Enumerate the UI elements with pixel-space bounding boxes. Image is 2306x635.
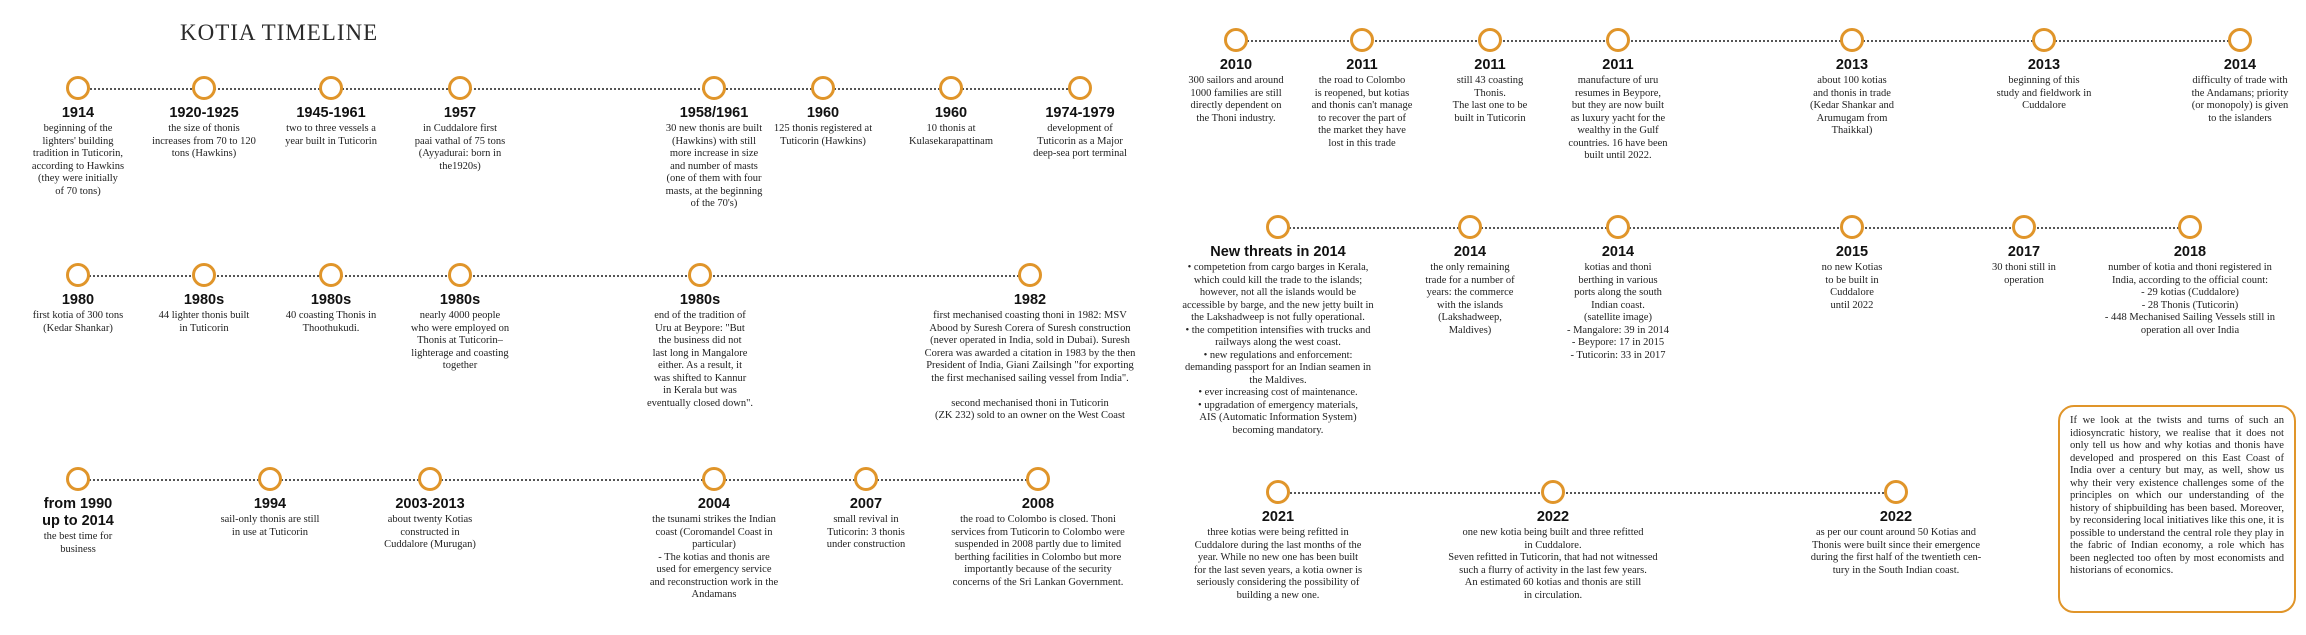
event-year: 1958/1961 [679, 105, 749, 121]
event-year: 2021 [1261, 509, 1295, 525]
event-description: no new Kotias to be built in Cuddalore until 2022 [1821, 262, 1883, 311]
timeline-event [2175, 57, 2305, 125]
event-year: 2013 [2027, 57, 2061, 73]
timeline-event [18, 105, 138, 198]
event-description: 30 thoni still in operation [1992, 262, 2056, 286]
timeline-event [261, 105, 401, 148]
event-year: 1960 [806, 105, 840, 121]
timeline-event [625, 292, 775, 410]
timeline-marker [1840, 215, 1864, 239]
event-description: end of the tradition of Uru at Beypore: "But the business did not last long in Mangalore either. As a result, it was shifted to Kannur in Kerala but was eventually closed down". [646, 310, 754, 409]
timeline-marker [688, 263, 712, 287]
timeline-marker [2178, 215, 2202, 239]
event-year: 2013 [1835, 57, 1869, 73]
timeline-event [390, 292, 530, 373]
event-year: 1982 [1013, 292, 1047, 308]
event-description: 300 sailors and around 1000 families are still directly dependent on the Thoni industry. [1188, 75, 1284, 124]
timeline-event [1292, 57, 1432, 150]
timeline-marker [1068, 76, 1092, 100]
timeline-event [1010, 105, 1150, 161]
timeline-event [1771, 509, 2021, 577]
timeline-marker [319, 263, 343, 287]
timeline-marker [66, 263, 90, 287]
timeline-marker [2228, 28, 2252, 52]
event-description: about 100 kotias and thonis in trade (Kedar Shankar and Arumugam from Thaikkal) [1810, 75, 1894, 136]
event-description: two to three vessels a year built in Tuticorin [285, 123, 377, 147]
event-year: New threats in 2014 [1210, 244, 1346, 260]
event-description: sail-only thonis are still in use at Tuticorin [220, 514, 320, 538]
event-description: 30 new thonis are built (Hawkins) with still more increase in size and number of masts (one of them with four masts, at the beginning of the 70's) [665, 123, 763, 209]
timeline-event [1782, 57, 1922, 138]
timeline-connector [78, 275, 1030, 277]
event-year: 1980s [183, 292, 225, 308]
event-year: 2014 [2223, 57, 2257, 73]
timeline-event [913, 496, 1163, 589]
event-description: 10 thonis at Kulasekarapattinam [909, 123, 993, 147]
timeline-connector [1278, 227, 2190, 229]
timeline-marker [2032, 28, 2056, 52]
event-description: about twenty Kotias constructed in Cuddalore (Murugan) [384, 514, 476, 550]
event-description: first kotia of 300 tons (Kedar Shankar) [32, 310, 124, 334]
timeline-event [1548, 244, 1688, 362]
timeline-event [806, 496, 926, 552]
timeline-marker [1350, 28, 1374, 52]
timeline-marker [448, 263, 472, 287]
timeline-marker [1840, 28, 1864, 52]
event-year: 2010 [1219, 57, 1253, 73]
event-year: 1994 [253, 496, 287, 512]
timeline-marker [66, 467, 90, 491]
timeline-event [1128, 244, 1428, 437]
event-year: 1920-1925 [169, 105, 239, 121]
event-year: 2003-2013 [395, 496, 465, 512]
timeline-event [390, 105, 530, 173]
timeline-event [360, 496, 500, 552]
event-description: the road to Colombo is closed. Thoni services from Tuticorin to Colombo were suspended in 2008 partly due to limited berthing facilities in Colombo but more importantly because of the security concerns of the Sri Lankan Government. [951, 514, 1125, 588]
timeline-event [1964, 244, 2084, 287]
event-year: 1957 [443, 105, 477, 121]
event-year: 2018 [2173, 244, 2207, 260]
timeline-event [134, 105, 274, 161]
event-description: in Cuddalore first paai vathal of 75 tons (Ayyadurai: born in the1920s) [414, 123, 506, 172]
event-description: the size of thonis increases from 70 to 120 tons (Hawkins) [152, 123, 256, 159]
timeline-event [13, 292, 143, 335]
timeline-event [1148, 509, 1408, 602]
event-description: three kotias were being refitted in Cuddalore during the last months of the year. While no new one has been built for the last seven years, a kotia owner is seriously considering the possibility of building a new one. [1193, 527, 1363, 601]
event-year: from 1990 up to 2014 [42, 496, 114, 529]
event-year: 2011 [1346, 57, 1378, 73]
event-year: 2015 [1835, 244, 1869, 260]
event-description: beginning of this study and fieldwork in Cuddalore [1996, 75, 2092, 111]
timeline-marker [1224, 28, 1248, 52]
timeline-event [266, 292, 396, 335]
event-year: 2022 [1879, 509, 1913, 525]
event-description: nearly 4000 people who were employed on Thonis at Tuticorin– lighterage and coasting together [410, 310, 510, 371]
timeline-connector [78, 88, 1080, 90]
event-description: the best time for business [43, 531, 113, 555]
timeline-event [23, 496, 133, 556]
event-year: 2017 [2007, 244, 2041, 260]
event-description: the only remaining trade for a number of years: the commerce with the islands (Lakshadweep, Maldives) [1425, 262, 1515, 336]
timeline-connector [78, 479, 1038, 481]
timeline-event [748, 105, 898, 148]
event-year: 2011 [1602, 57, 1634, 73]
timeline-marker [1884, 480, 1908, 504]
timeline-marker [2012, 215, 2036, 239]
event-year: 1980s [310, 292, 352, 308]
timeline-marker [1026, 467, 1050, 491]
timeline-marker [418, 467, 442, 491]
event-description: 40 coasting Thonis in Thoothukudi. [285, 310, 377, 334]
timeline-marker [1458, 215, 1482, 239]
timeline-event [195, 496, 345, 539]
timeline-marker [1018, 263, 1042, 287]
event-description: • competetion from cargo barges in Kerala, which could kill the trade to the islands; however, not all the islands would be accessible by barge, and the new jetty built in the Lakshadweep is not fully operational. • the competition intensifies with trucks and railways along the west coast. • new regulations and enforcement: demanding passport for an Indian seamen in the Maldives. • ever increasing cost of maintenance. • upgradation of emergency materials, AIS (Automatic Information System) becoming mandatory. [1182, 262, 1374, 436]
timeline-event [1408, 509, 1698, 602]
timeline-event [139, 292, 269, 335]
event-year: 2008 [1021, 496, 1055, 512]
timeline-connector [1278, 492, 1896, 494]
timeline-event [624, 496, 804, 602]
event-description: development of Tuticorin as a Major deep-sea port terminal [1033, 123, 1127, 159]
event-description: the road to Colombo is reopened, but kotias and thonis can't manage to recover the part of the market they have lost in this trade [1311, 75, 1413, 149]
timeline-marker [66, 76, 90, 100]
timeline-event [1171, 57, 1301, 125]
timeline-event [1792, 244, 1912, 312]
event-year: 2011 [1474, 57, 1506, 73]
event-year: 1914 [61, 105, 95, 121]
timeline-marker [1606, 28, 1630, 52]
timeline-marker [1266, 480, 1290, 504]
timeline-marker [702, 467, 726, 491]
conclusion-box: If we look at the twists and turns of such an idiosyncratic history, we realise that it does not only tell us how and why kotias and thonis have developed and prospered on this East Coast of India over a century but may, as well, show us why their very existence challenges some of the principles on which our understanding of the history of shipbuilding has been based. Moreover, by reconsidering local initiatives like this one, it is possible to understand the central role they play in the fabric of Indian economy, a role which has been neglected too often by most economists and historians of economics. [2058, 405, 2296, 613]
event-description: as per our count around 50 Kotias and Thonis were built since their emergence during the first half of the twentieth cen- tury in the South Indian coast. [1810, 527, 1982, 576]
event-description: the tsunami strikes the Indian coast (Coromandel Coast in particular) - The kotias and thonis are used for emergency service and reconstruction work in the Andamans [649, 514, 779, 600]
event-description: difficulty of trade with the Andamans; priority (or monopoly) is given to the islanders [2191, 75, 2289, 124]
timeline-event [886, 105, 1016, 148]
timeline-event [1400, 244, 1540, 337]
event-description: 44 lighter thonis built in Tuticorin [158, 310, 250, 334]
event-year: 1960 [934, 105, 968, 121]
event-description: one new kotia being built and three refitted in Cuddalore. Seven refitted in Tuticorin, that had not witnessed such a flurry of activity in the last few years. An estimated 60 kotias and thonis are still in circulation. [1448, 527, 1658, 601]
event-description: first mechanised coasting thoni in 1982: MSV Abood by Suresh Corera of Suresh construction (never operated in India, sold in Dubai). Suresh Corera was awarded a citation in 1983 by the then President of India, Giani Zailsingh "for exporting the first mechanised sailing vessel from India". second mechanised thoni in Tuticorin (ZK 232) sold to an owner on the West Coast [924, 310, 1136, 421]
timeline-marker [258, 467, 282, 491]
event-year: 2014 [1453, 244, 1487, 260]
timeline-marker [1478, 28, 1502, 52]
event-year: 1980s [679, 292, 721, 308]
event-year: 2014 [1601, 244, 1635, 260]
timeline-marker [448, 76, 472, 100]
event-year: 1974-1979 [1045, 105, 1115, 121]
timeline-marker [702, 76, 726, 100]
timeline-marker [319, 76, 343, 100]
event-year: 1945-1961 [296, 105, 366, 121]
timeline-marker [854, 467, 878, 491]
event-description: kotias and thoni berthing in various ports along the south Indian coast. (satellite image) - Mangalore: 39 in 2014 - Beypore: 17 in 2015 - Tuticorin: 33 in 2017 [1566, 262, 1670, 361]
event-year: 2022 [1536, 509, 1570, 525]
timeline-event [1543, 57, 1693, 163]
event-description: beginning of the lighters' building tradition in Tuticorin, according to Hawkins (they were initially of 70 tons) [31, 123, 125, 197]
timeline-marker [192, 76, 216, 100]
event-description: number of kotia and thoni registered in India, according to the official count: - 29 kotias (Cuddalore) - 28 Thonis (Tuticorin) - 448 Mechanised Sailing Vessels still in operation all over India [2104, 262, 2276, 336]
timeline-marker [811, 76, 835, 100]
event-description: still 43 coasting Thonis. The last one to be built in Tuticorin [1452, 75, 1528, 124]
timeline-event [2075, 244, 2305, 337]
timeline-marker [192, 263, 216, 287]
event-year: 1980 [61, 292, 95, 308]
timeline-marker [939, 76, 963, 100]
timeline-marker [1541, 480, 1565, 504]
timeline-marker [1266, 215, 1290, 239]
event-description: small revival in Tuticorin: 3 thonis under construction [826, 514, 906, 550]
timeline-event [1430, 57, 1550, 125]
event-description: 125 thonis registered at Tuticorin (Hawkins) [773, 123, 873, 147]
timeline-event [1974, 57, 2114, 113]
event-description: manufacture of uru resumes in Beypore, but they are now built as luxury yacht for the wealthy in the Gulf countries. 16 have been built until 2022. [1568, 75, 1668, 161]
event-year: 2007 [849, 496, 883, 512]
timeline-marker [1606, 215, 1630, 239]
event-year: 2004 [697, 496, 731, 512]
event-year: 1980s [439, 292, 481, 308]
timeline-connector [1236, 40, 2240, 42]
page-title: KOTIA TIMELINE [180, 20, 379, 45]
